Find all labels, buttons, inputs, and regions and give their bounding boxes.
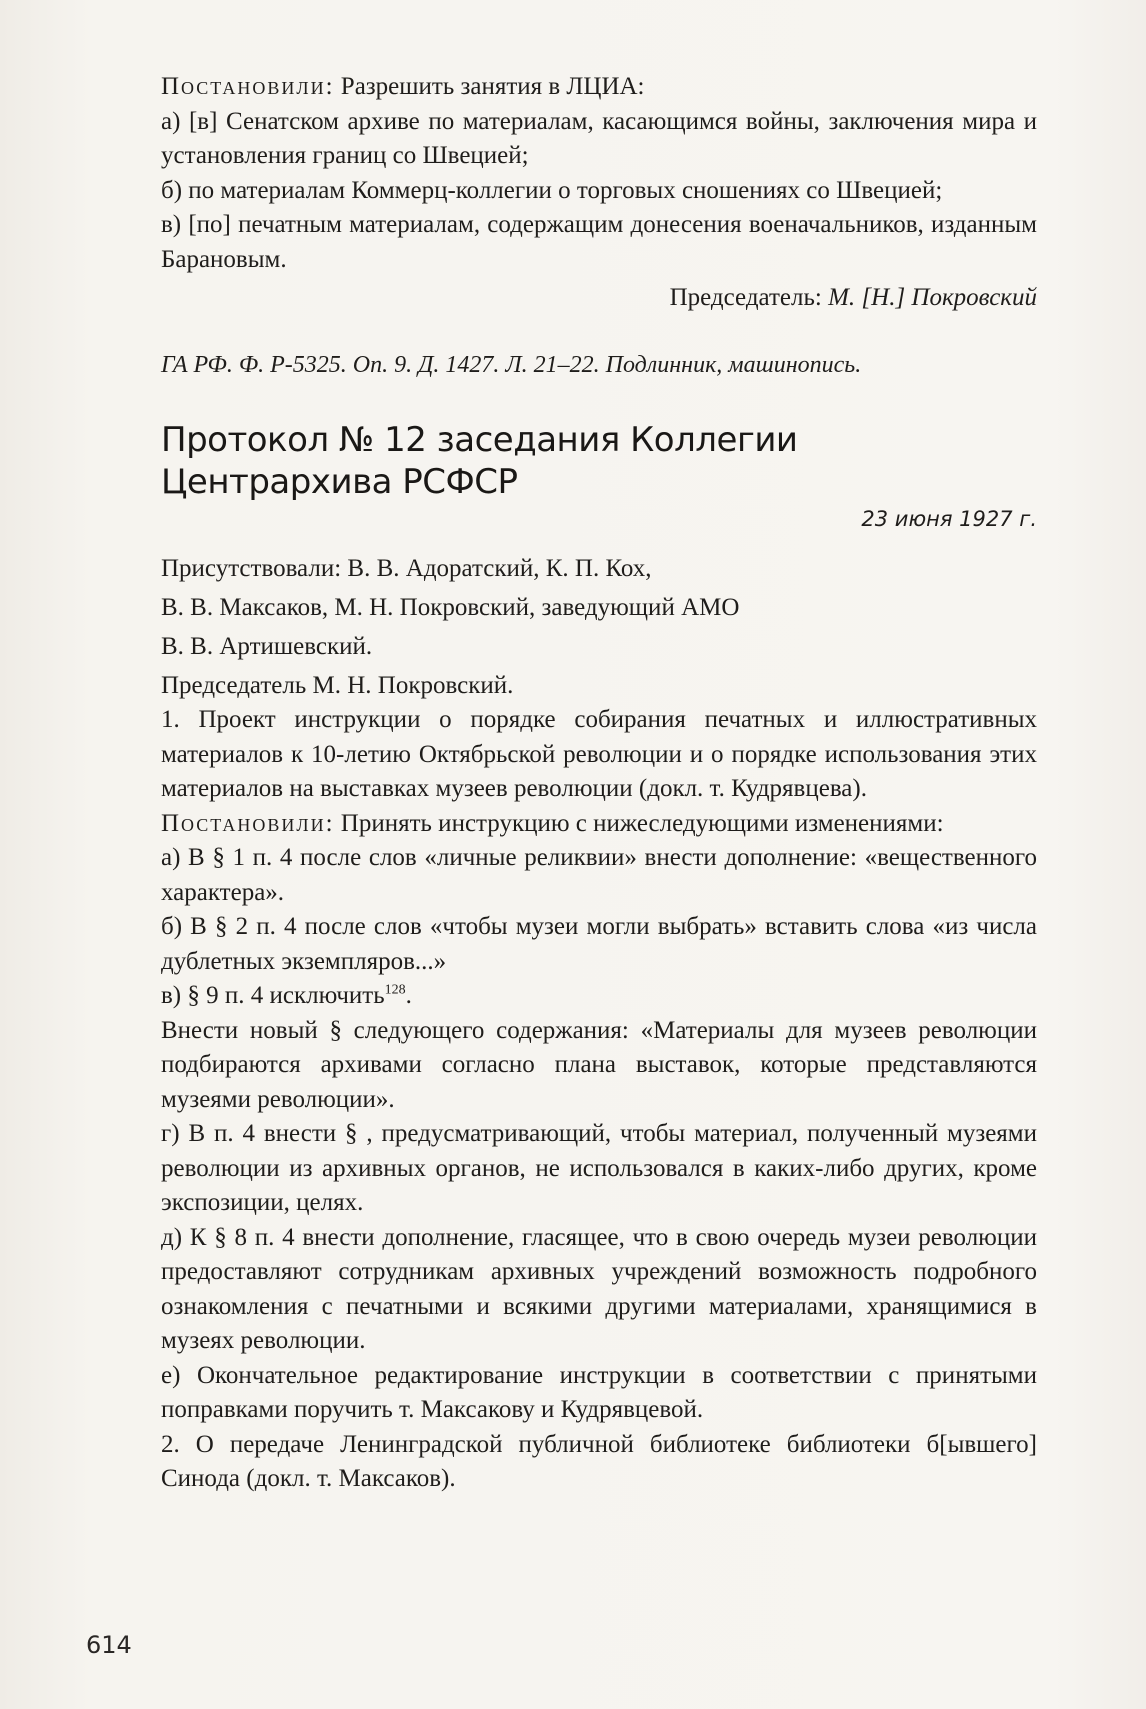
attendance-line-3: В. В. Артишевский. [161,633,373,660]
attendance-block [161,551,1037,703]
new-section: Внести новый § следующего содержания: «Материалы для музеев революции подбираются архивами согласно плана выставок, которые представляются музеями революции». [161,1016,1037,1113]
resolution-1-item-v: в) [по] печатным материалам, содержащим донесения военачальников, изданным Барановым. [161,211,1037,273]
resolution-1-text: Разрешить занятия в ЛЦИА: [334,73,645,100]
agenda-item-2: 2. О передаче Ленинградской публичной библиотеке библиотеки б[ывшего] Синода (докл. т. Максаков). [161,1430,1037,1492]
protocol-heading-line-2: Центрархива РСФСР [161,462,518,502]
chair-signature [161,281,1037,315]
amendment-v-end: . [405,982,412,1009]
archival-source-note: ГА РФ. Ф. Р-5325. Оп. 9. Д. 1427. Л. 21–22. Подлинник, машинопись. [161,352,862,378]
footnote-ref: 128 [384,982,406,998]
chair-label: Председатель: [669,284,829,311]
amendment-b: б) В § 2 п. 4 после слов «чтобы музеи могли выбрать» вставить слова «из числа дублетных экземпляров...» [161,913,1037,975]
protocol-heading [161,419,1037,503]
resolution-2 [161,807,1037,842]
resolution-1 [161,70,1037,105]
amendment-a: а) В § 1 п. 4 после слов «личные реликвии» внести дополнение: «вещественного характера». [161,844,1037,906]
resolution-2-text: Принять инструкцию с нижеследующими изменениями: [334,809,944,837]
agenda-item-1: 1. Проект инструкции о порядке собирания печатных и иллюстративных материалов к 10-летию Октябрьской революции и о порядке использования этих материалов на выставках музеев революции (докл. т. Кудрявцева). [161,706,1037,802]
attendance-line-1: Присутствовали: В. В. Адоратский, К. П. Кох, [161,555,652,582]
amendment-g: г) В п. 4 внести § , предусматривающий, чтобы материал, полученный музеями революции из архивных органов, не использовался в каких-либо других, кроме экспозиции, целях. [161,1120,1037,1216]
page-body [161,70,1037,1497]
resolution-label: Постановили: [161,73,335,100]
amendment-e: е) Окончательное редактирование инструкции в соответствии с принятыми поправками поручить т. Максакову и Кудрявцевой. [161,1361,1037,1423]
protocol-date: 23 июня 1927 г. [861,507,1037,531]
protocol-heading-line-1: Протокол № 12 заседания Коллегии [161,420,798,460]
chair-line: Председатель М. Н. Покровский. [161,672,514,699]
chair-name: М. [Н.] Покровский [828,284,1037,311]
amendment-v [161,979,1037,1014]
resolution-1-item-a: а) [в] Сенатском архиве по материалам, касающимся войны, заключения мира и установления границ со Швецией; [161,107,1037,169]
amendment-v-text: в) § 9 п. 4 исключить [161,982,385,1009]
page-number: 614 [86,1631,132,1659]
resolution-2-label: Постановили: [161,809,335,837]
amendment-d: д) К § 8 п. 4 внести дополнение, гласящее, что в свою очередь музеи революции предоставляют сотрудникам архивных учреждений возможность подробного ознакомления с печатными и всякими другими материалами, хранящимися в музеях революции. [161,1223,1037,1354]
attendance-line-2: В. В. Максаков, М. Н. Покровский, заведующий АМО [161,594,740,621]
resolution-1-item-b: б) по материалам Коммерц-коллегии о торговых сношениях со Швецией; [161,176,943,204]
